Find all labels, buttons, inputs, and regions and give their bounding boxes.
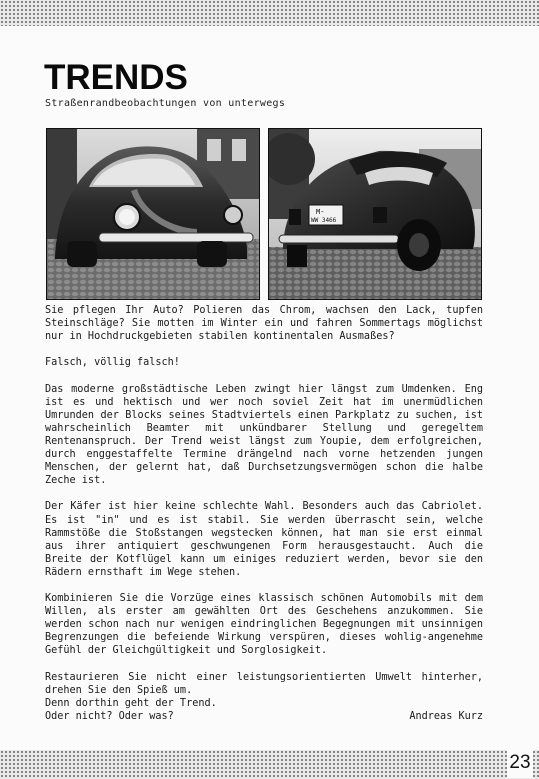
page-title: TRENDS (44, 58, 188, 97)
article-closing-line: Denn dorthin geht der Trend. (45, 697, 217, 709)
license-plate-line2: WW 3466 (311, 217, 337, 224)
photo-car-rear (268, 128, 482, 300)
author-name: Andreas Kurz (409, 710, 483, 722)
photo-car-front (46, 128, 260, 300)
page-number: 23 (507, 748, 533, 778)
halftone-top-border (0, 0, 539, 26)
license-plate-line1: M- (316, 208, 325, 216)
page-subtitle: Straßenrandbeobachtungen von unterwegs (45, 98, 286, 109)
article-paragraph: Kombinieren Sie die Vorzüge eines klassisch schönen Automobils mit dem Willen, als erster am gewählten Ort des Geschehens anzukommen. Sie werden schon nach nur wenigen eindringlichen Begegnungen mit unsinnigen Begrenzungen die befeiende Wirkung verspüren, dieses wohlig-angenehme Gefühl der Gleichgültigkeit und Sorglosigkeit. (45, 593, 483, 657)
car-rear-photo-icon (269, 129, 481, 299)
article-paragraph: Der Käfer ist hier keine schlechte Wahl. Besonders auch das Cabriolet. Es ist "in" und es ist stabil. Sie werden überrascht sein, welche Rammstöße die Stoßstangen wegstecken können, hat man sie erst einmal aus ihrer antiquiert geschwungenen Form herausgestaucht. Auch die Breite der Kotflügel kann um einiges reduziert werden, bevor sie den Rädern ernsthaft im Wege stehen. (45, 501, 483, 578)
signature-line (45, 710, 483, 723)
article-body (45, 304, 483, 723)
article-paragraph: Sie pflegen Ihr Auto? Polieren das Chrom, wachsen den Lack, tupfen Steinschläge? Sie motten im Winter ein und fahren Sommertags möglichst nur in Hochdruckgebieten stabilen kontinentalen Ausmaßes? (45, 305, 483, 343)
article-paragraph: Falsch, völlig falsch! (45, 357, 180, 369)
halftone-bottom-border (0, 750, 539, 779)
article-closing-line: Restaurieren Sie nicht einer leistungsorientierten Umwelt hinterher, drehen Sie den Spieß um. (45, 671, 483, 696)
article-last-line: Oder nicht? Oder was? (45, 710, 174, 722)
car-front-photo-icon (47, 129, 259, 299)
article-paragraph: Das moderne großstädtische Leben zwingt hier längst zum Umdenken. Eng ist es und hektisch und wer noch soviel Zeit hat im unermüdlichen Umrunden der Blocks seines Stadtviertels einen Parkplatz zu suchen, ist wahrscheinlich Beamter mit unkündbarer Stellung und geregeltem Rentenanspruch. Der Trend weist längst zum Youpie, dem erfolgreichen, durch enggestaffelte Termine drängelnd nach vorne hetzenden jungen Menschen, der gelernt hat, daß Durchsetzungsvermögen schon die halbe Zeche ist. (45, 383, 483, 487)
